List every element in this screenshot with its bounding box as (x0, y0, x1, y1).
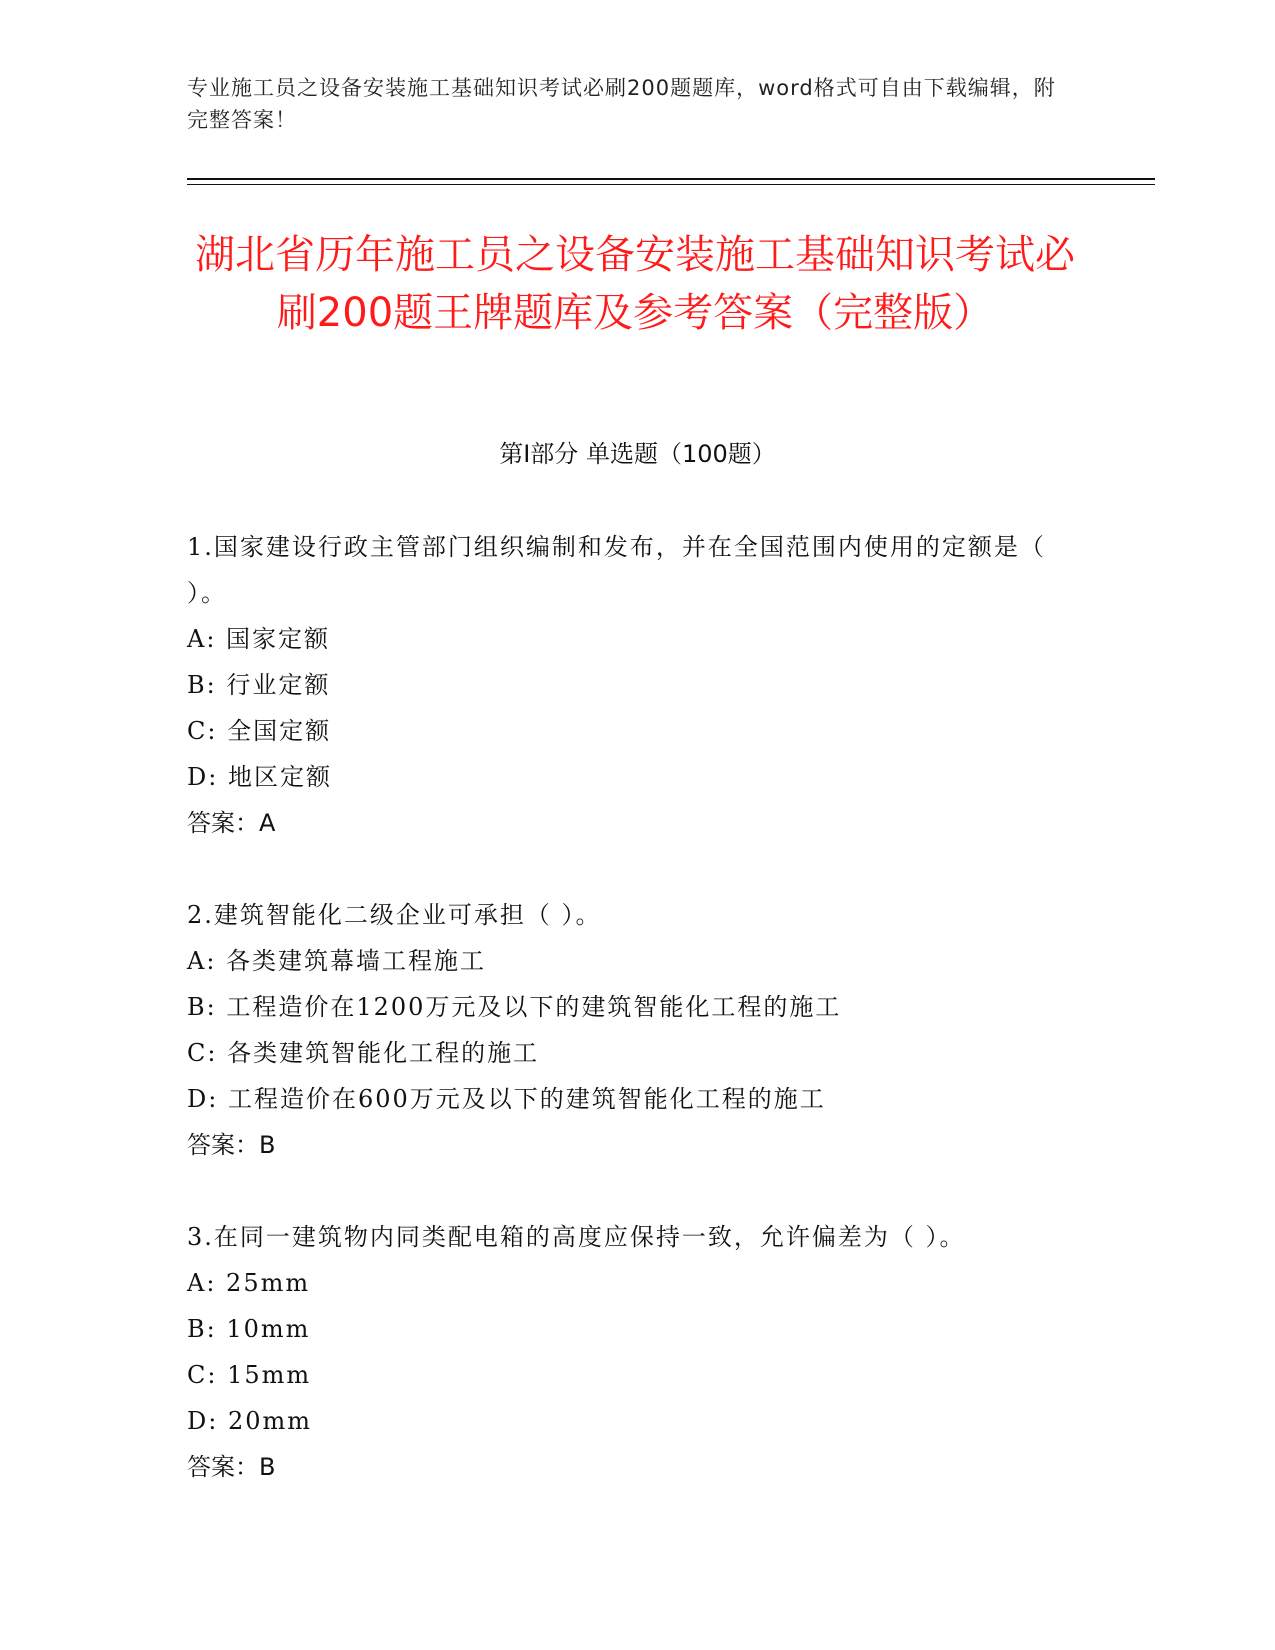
answer: 答案：B (187, 1131, 276, 1159)
header-rule-thick (187, 178, 1155, 180)
option-d: D: 地区定额 (187, 763, 332, 791)
option-c: C: 全国定额 (187, 717, 332, 745)
question-text: 3.在同一建筑物内同类配电箱的高度应保持一致，允许偏差为（ ）。 (187, 1223, 966, 1251)
option-b: B: 10mm (187, 1315, 311, 1343)
question-2 (187, 892, 1067, 1168)
option-d: D: 20mm (187, 1407, 313, 1435)
option-d: D: 工程造价在600万元及以下的建筑智能化工程的施工 (187, 1085, 826, 1113)
option-b: B: 行业定额 (187, 671, 331, 699)
question-1 (187, 524, 1067, 846)
header-rule-thin (187, 184, 1155, 185)
option-c: C: 各类建筑智能化工程的施工 (187, 1039, 540, 1067)
option-c: C: 15mm (187, 1361, 312, 1389)
option-a: A: 国家定额 (187, 625, 331, 653)
question-list (187, 524, 1067, 1490)
header-note: 专业施工员之设备安装施工基础知识考试必刷200题题库，word格式可自由下载编辑，附完整答案！ (187, 76, 1056, 132)
option-a: A: 各类建筑幕墙工程施工 (187, 947, 487, 975)
option-b: B: 工程造价在1200万元及以下的建筑智能化工程的施工 (187, 993, 842, 1021)
question-text: 2.建筑智能化二级企业可承担（ ）。 (187, 901, 602, 929)
question-3 (187, 1214, 1067, 1490)
section-title: 第Ⅰ部分 单选题（100题） (499, 440, 776, 468)
answer: 答案：B (187, 1453, 276, 1481)
question-text: 1.国家建设行政主管部门组织编制和发布，并在全国范围内使用的定额是（ ）。 (187, 533, 1046, 607)
option-a: A: 25mm (187, 1269, 311, 1297)
answer: 答案：A (187, 809, 276, 837)
document-title: 湖北省历年施工员之设备安装施工基础知识考试必刷200题王牌题库及参考答案（完整版） (195, 232, 1075, 336)
